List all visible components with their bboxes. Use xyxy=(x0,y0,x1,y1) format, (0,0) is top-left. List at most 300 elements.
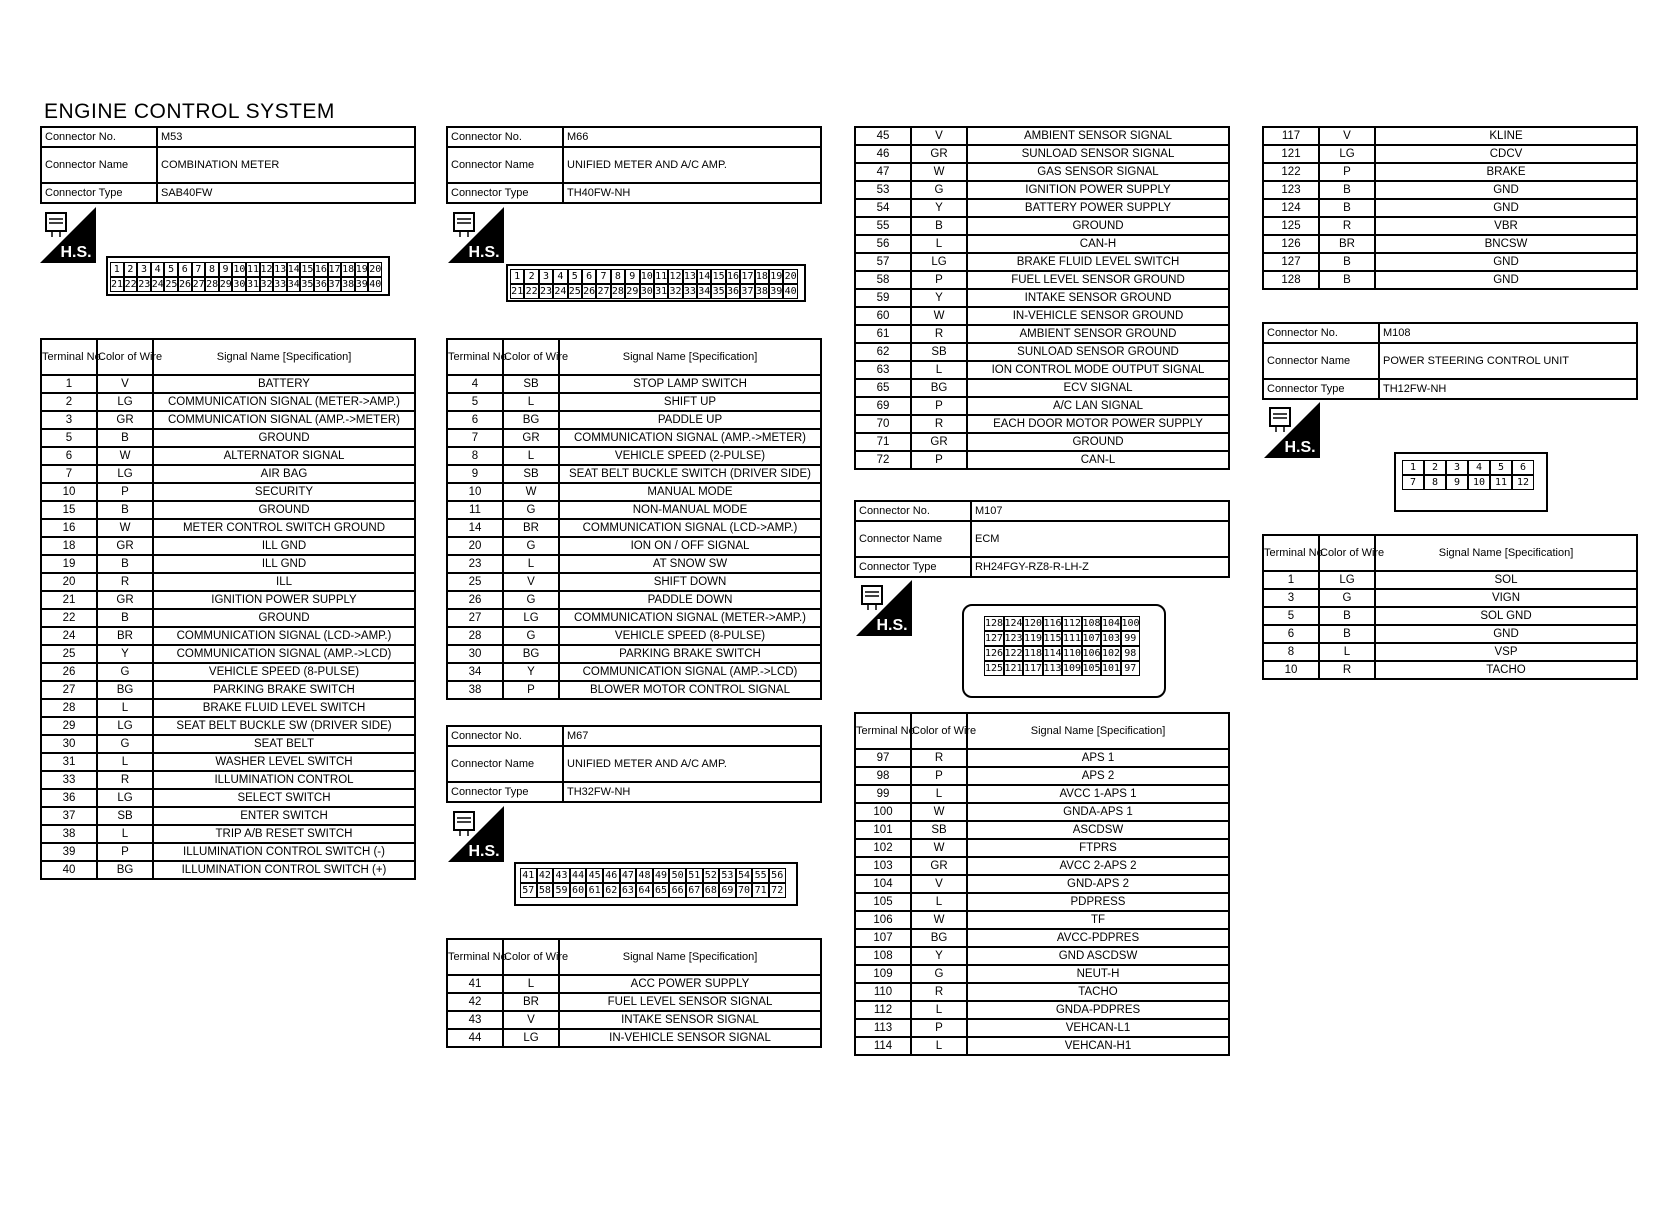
header-signal-name: Signal Name [Specification] xyxy=(967,713,1229,749)
terminal-no-cell: 47 xyxy=(855,163,911,181)
hs-label: H.S. xyxy=(60,244,92,261)
signal-name-cell: PADDLE UP xyxy=(559,411,821,429)
terminal-no-cell: 8 xyxy=(1263,643,1319,661)
signal-name-cell: COMMUNICATION SIGNAL (AMP.->LCD) xyxy=(559,663,821,681)
signal-name-cell: KLINE xyxy=(1375,127,1637,145)
table-row xyxy=(855,217,1229,235)
terminal-no-cell: 31 xyxy=(41,753,97,771)
signal-name-cell: WASHER LEVEL SWITCH xyxy=(153,753,415,771)
wire-color-cell: SB xyxy=(503,465,559,483)
table-row xyxy=(41,825,415,843)
signal-name-cell: GND xyxy=(1375,253,1637,271)
table-row xyxy=(41,609,415,627)
wire-color-cell: LG xyxy=(911,253,967,271)
pin-number: 63 xyxy=(620,883,637,898)
pin-number: 2 xyxy=(124,262,138,277)
terminal-no-cell: 60 xyxy=(855,307,911,325)
terminal-no-cell: 101 xyxy=(855,821,911,839)
wire-color-cell: P xyxy=(1319,163,1375,181)
pin-number: 5 xyxy=(1490,460,1512,475)
pin-number: 16 xyxy=(727,271,740,282)
pin-number: 110 xyxy=(1063,648,1082,659)
signal-name-cell: STOP LAMP SWITCH xyxy=(559,375,821,393)
pin-number: 11 xyxy=(655,271,668,282)
pin-number: 6 xyxy=(178,262,192,277)
header-terminal-no: Terminal No. xyxy=(447,339,503,375)
table-row xyxy=(855,857,1229,875)
wire-color-cell: GR xyxy=(911,433,967,451)
terminal-no-cell: 10 xyxy=(1263,661,1319,679)
wire-color-cell: LG xyxy=(1319,571,1375,589)
pin-number: 116 xyxy=(1043,618,1062,629)
connector-m53-section xyxy=(40,126,416,204)
terminal-table-m108-wrap xyxy=(1262,534,1638,680)
table-row xyxy=(855,145,1229,163)
pin-number: 123 xyxy=(1004,633,1023,644)
pin-number: 119 xyxy=(1024,633,1043,644)
table-row xyxy=(447,993,821,1011)
signal-name-cell: A/C LAN SIGNAL xyxy=(967,397,1229,415)
terminal-no-cell: 38 xyxy=(41,825,97,843)
signal-name-cell: INTAKE SENSOR SIGNAL xyxy=(559,1011,821,1029)
pin-number: 3 xyxy=(137,262,151,277)
terminal-no-cell: 43 xyxy=(447,1011,503,1029)
pin-number: 114 xyxy=(1043,648,1062,659)
terminal-no-cell: 70 xyxy=(855,415,911,433)
pin-number: 115 xyxy=(1043,633,1062,644)
pin-number: 39 xyxy=(355,279,368,290)
table-row xyxy=(855,821,1229,839)
pin-number: 121 xyxy=(1004,663,1023,674)
wire-color-cell: W xyxy=(911,911,967,929)
table-row xyxy=(1263,163,1637,181)
wire-color-cell: BG xyxy=(911,929,967,947)
label-connector-no: Connector No. xyxy=(41,127,157,147)
pin-number: 26 xyxy=(178,279,192,290)
terminal-no-cell: 125 xyxy=(1263,217,1319,235)
pin-number: 118 xyxy=(1024,648,1043,659)
table-row xyxy=(447,537,821,555)
pin-number: 16 xyxy=(314,264,327,275)
terminal-no-cell: 26 xyxy=(41,663,97,681)
pin-number: 128 xyxy=(985,618,1004,629)
pin-number: 7 xyxy=(1402,475,1424,490)
wire-color-cell: V xyxy=(503,573,559,591)
wire-color-cell: G xyxy=(97,663,153,681)
connector-type-value: TH32FW-NH xyxy=(563,782,821,802)
terminal-no-cell: 10 xyxy=(41,483,97,501)
table-row xyxy=(41,699,415,717)
pin-number: 27 xyxy=(597,286,610,297)
connector-type-value: TH12FW-NH xyxy=(1379,379,1637,399)
terminal-no-cell: 6 xyxy=(447,411,503,429)
wire-color-cell: BG xyxy=(503,645,559,663)
table-row xyxy=(41,663,415,681)
wire-color-cell: SB xyxy=(97,807,153,825)
connector-name-value: COMBINATION METER xyxy=(157,147,415,183)
terminal-no-cell: 46 xyxy=(855,145,911,163)
signal-name-cell: GROUND xyxy=(153,501,415,519)
wire-color-cell: B xyxy=(1319,271,1375,289)
terminal-no-cell: 28 xyxy=(447,627,503,645)
terminal-table-m67 xyxy=(446,938,822,1048)
wire-color-cell: Y xyxy=(911,289,967,307)
terminal-no-cell: 100 xyxy=(855,803,911,821)
wire-color-cell: R xyxy=(97,771,153,789)
label-connector-name: Connector Name xyxy=(41,147,157,183)
signal-name-cell: ECV SIGNAL xyxy=(967,379,1229,397)
signal-name-cell: BLOWER MOTOR CONTROL SIGNAL xyxy=(559,681,821,699)
table-row xyxy=(855,1037,1229,1055)
signal-name-cell: SOL GND xyxy=(1375,607,1637,625)
pin-number: 20 xyxy=(369,264,382,275)
wire-color-cell: G xyxy=(97,735,153,753)
wire-color-cell: G xyxy=(503,501,559,519)
pin-number: 122 xyxy=(1004,648,1023,659)
terminal-no-cell: 30 xyxy=(41,735,97,753)
terminal-no-cell: 65 xyxy=(855,379,911,397)
pin-number: 31 xyxy=(655,286,668,297)
connector-face-m53 xyxy=(106,256,390,296)
table-row xyxy=(447,519,821,537)
wire-color-cell: W xyxy=(911,839,967,857)
pin-number: 66 xyxy=(669,883,686,898)
wire-color-cell: Y xyxy=(503,663,559,681)
pin-number: 30 xyxy=(233,279,246,290)
header-signal-name: Signal Name [Specification] xyxy=(153,339,415,375)
connector-info-m108 xyxy=(1262,322,1638,400)
terminal-no-cell: 113 xyxy=(855,1019,911,1037)
pin-number: 34 xyxy=(287,279,300,290)
wire-color-cell: R xyxy=(911,415,967,433)
signal-name-cell: GND xyxy=(1375,625,1637,643)
pin-number: 25 xyxy=(568,286,581,297)
connector-face-m67 xyxy=(514,862,798,906)
wire-color-cell: LG xyxy=(97,789,153,807)
table-row xyxy=(855,947,1229,965)
signal-name-cell: VEHICLE SPEED (2-PULSE) xyxy=(559,447,821,465)
pin-number: 60 xyxy=(570,883,587,898)
signal-name-cell: AIR BAG xyxy=(153,465,415,483)
signal-name-cell: PARKING BRAKE SWITCH xyxy=(153,681,415,699)
terminal-no-cell: 27 xyxy=(41,681,97,699)
table-row xyxy=(447,573,821,591)
table-row xyxy=(447,429,821,447)
signal-name-cell: SUNLOAD SENSOR SIGNAL xyxy=(967,145,1229,163)
signal-name-cell: COMMUNICATION SIGNAL (LCD->AMP.) xyxy=(153,627,415,645)
terminal-table-m107-cont-wrap xyxy=(1262,126,1638,290)
table-row xyxy=(855,1019,1229,1037)
terminal-no-cell: 44 xyxy=(447,1029,503,1047)
wire-color-cell: B xyxy=(911,217,967,235)
signal-name-cell: AMBIENT SENSOR GROUND xyxy=(967,325,1229,343)
terminal-no-cell: 5 xyxy=(1263,607,1319,625)
pin-number: 35 xyxy=(301,279,314,290)
wire-color-cell: BR xyxy=(97,627,153,645)
pin-number: 108 xyxy=(1082,618,1101,629)
terminal-no-cell: 2 xyxy=(41,393,97,411)
signal-name-cell: BRAKE FLUID LEVEL SWITCH xyxy=(967,253,1229,271)
terminal-no-cell: 40 xyxy=(41,861,97,879)
terminal-table-m107-continued xyxy=(1262,126,1638,290)
terminal-no-cell: 128 xyxy=(1263,271,1319,289)
signal-name-cell: IN-VEHICLE SENSOR SIGNAL xyxy=(559,1029,821,1047)
table-row xyxy=(855,289,1229,307)
pin-number: 9 xyxy=(1446,475,1468,490)
pin-grid xyxy=(984,616,1140,676)
pin-number: 99 xyxy=(1121,631,1141,646)
table-row xyxy=(855,181,1229,199)
hs-label: H.S. xyxy=(468,244,500,261)
wire-color-cell: G xyxy=(911,965,967,983)
pin-number: 57 xyxy=(520,883,537,898)
signal-name-cell: GNDA-PDPRES xyxy=(967,1001,1229,1019)
wire-color-cell: L xyxy=(1319,643,1375,661)
pin-number: 5 xyxy=(164,262,178,277)
terminal-no-cell: 58 xyxy=(855,271,911,289)
wire-color-cell: L xyxy=(911,1001,967,1019)
pin-number: 3 xyxy=(539,269,553,284)
table-row xyxy=(41,537,415,555)
connector-name-value: UNIFIED METER AND A/C AMP. xyxy=(563,746,821,782)
terminal-no-cell: 36 xyxy=(41,789,97,807)
wire-color-cell: P xyxy=(911,271,967,289)
signal-name-cell: COMMUNICATION SIGNAL (LCD->AMP.) xyxy=(559,519,821,537)
pin-number: 20 xyxy=(784,271,797,282)
signal-name-cell: ILLUMINATION CONTROL SWITCH (+) xyxy=(153,861,415,879)
wire-color-cell: G xyxy=(911,181,967,199)
table-row xyxy=(447,411,821,429)
terminal-table-m66 xyxy=(446,338,822,700)
pin-number: 47 xyxy=(620,868,637,883)
wire-color-cell: P xyxy=(911,451,967,469)
hs-label: H.S. xyxy=(468,843,500,860)
pin-number: 15 xyxy=(301,264,314,275)
pin-number: 21 xyxy=(111,279,124,290)
terminal-no-cell: 99 xyxy=(855,785,911,803)
wire-color-cell: P xyxy=(911,397,967,415)
terminal-no-cell: 56 xyxy=(855,235,911,253)
pin-number: 113 xyxy=(1043,663,1062,674)
signal-name-cell: ALTERNATOR SIGNAL xyxy=(153,447,415,465)
connector-info-m107 xyxy=(854,500,1230,578)
pin-grid xyxy=(520,868,786,898)
wire-color-cell: B xyxy=(1319,199,1375,217)
table-row xyxy=(447,393,821,411)
table-row xyxy=(41,753,415,771)
table-row xyxy=(41,447,415,465)
table-row xyxy=(1263,217,1637,235)
pin-number: 43 xyxy=(553,868,570,883)
table-row xyxy=(41,735,415,753)
page-title: ENGINE CONTROL SYSTEM xyxy=(44,100,335,123)
wire-color-cell: L xyxy=(911,1037,967,1055)
table-row xyxy=(855,929,1229,947)
signal-name-cell: GROUND xyxy=(153,609,415,627)
signal-name-cell: COMMUNICATION SIGNAL (METER->AMP.) xyxy=(559,609,821,627)
terminal-table-m67-wrap xyxy=(446,938,822,1048)
hs-harness-side-icon xyxy=(856,580,912,636)
table-row xyxy=(855,965,1229,983)
pin-number: 40 xyxy=(784,286,797,297)
terminal-no-cell: 69 xyxy=(855,397,911,415)
pin-number: 98 xyxy=(1121,646,1141,661)
header-signal-name: Signal Name [Specification] xyxy=(559,339,821,375)
label-connector-type: Connector Type xyxy=(41,183,157,203)
wire-color-cell: R xyxy=(911,749,967,767)
connector-face-m66 xyxy=(506,264,806,302)
terminal-no-cell: 25 xyxy=(41,645,97,663)
table-row xyxy=(447,627,821,645)
wire-color-cell: R xyxy=(97,573,153,591)
table-row xyxy=(447,645,821,663)
terminal-no-cell: 7 xyxy=(41,465,97,483)
signal-name-cell: AVCC 1-APS 1 xyxy=(967,785,1229,803)
pin-number: 104 xyxy=(1102,618,1121,629)
pin-number: 18 xyxy=(755,271,768,282)
terminal-no-cell: 61 xyxy=(855,325,911,343)
signal-name-cell: GAS SENSOR SIGNAL xyxy=(967,163,1229,181)
signal-name-cell: SELECT SWITCH xyxy=(153,789,415,807)
terminal-no-cell: 127 xyxy=(1263,253,1319,271)
signal-name-cell: BRAKE FLUID LEVEL SWITCH xyxy=(153,699,415,717)
header-color-of-wire: Color of Wire xyxy=(1319,535,1375,571)
wire-color-cell: V xyxy=(503,1011,559,1029)
wire-color-cell: SB xyxy=(911,343,967,361)
pin-number: 58 xyxy=(537,883,554,898)
hs-harness-side-icon xyxy=(448,806,504,862)
pin-number: 39 xyxy=(770,286,783,297)
wire-color-cell: GR xyxy=(911,857,967,875)
signal-name-cell: FTPRS xyxy=(967,839,1229,857)
terminal-no-cell: 97 xyxy=(855,749,911,767)
signal-name-cell: SHIFT UP xyxy=(559,393,821,411)
wire-color-cell: BR xyxy=(503,519,559,537)
terminal-no-cell: 62 xyxy=(855,343,911,361)
wire-color-cell: P xyxy=(911,1019,967,1037)
pin-number: 34 xyxy=(698,286,711,297)
table-row xyxy=(855,433,1229,451)
signal-name-cell: COMMUNICATION SIGNAL (AMP.->METER) xyxy=(559,429,821,447)
signal-name-cell: AT SNOW SW xyxy=(559,555,821,573)
terminal-no-cell: 108 xyxy=(855,947,911,965)
pin-number: 10 xyxy=(1468,475,1490,490)
pin-number: 35 xyxy=(712,286,725,297)
connector-m67-section xyxy=(446,725,822,803)
wire-color-cell: BG xyxy=(97,681,153,699)
pin-number: 106 xyxy=(1082,648,1101,659)
table-row xyxy=(447,681,821,699)
wire-color-cell: SB xyxy=(503,375,559,393)
pin-number: 2 xyxy=(524,269,538,284)
pin-number: 33 xyxy=(274,279,287,290)
table-row xyxy=(1263,271,1637,289)
terminal-no-cell: 5 xyxy=(41,429,97,447)
table-row xyxy=(41,627,415,645)
wire-color-cell: B xyxy=(97,609,153,627)
signal-name-cell: VEHCAN-L1 xyxy=(967,1019,1229,1037)
pin-number: 9 xyxy=(219,262,233,277)
wire-color-cell: LG xyxy=(1319,145,1375,163)
table-row xyxy=(41,429,415,447)
signal-name-cell: METER CONTROL SWITCH GROUND xyxy=(153,519,415,537)
signal-name-cell: AMBIENT SENSOR SIGNAL xyxy=(967,127,1229,145)
pin-number: 18 xyxy=(342,264,355,275)
wire-color-cell: R xyxy=(1319,217,1375,235)
terminal-no-cell: 114 xyxy=(855,1037,911,1055)
wire-color-cell: L xyxy=(503,975,559,993)
pin-number: 41 xyxy=(520,868,537,883)
header-terminal-no: Terminal No. xyxy=(1263,535,1319,571)
wire-color-cell: BR xyxy=(503,993,559,1011)
terminal-no-cell: 38 xyxy=(447,681,503,699)
terminal-no-cell: 5 xyxy=(447,393,503,411)
terminal-no-cell: 7 xyxy=(447,429,503,447)
table-row xyxy=(447,1011,821,1029)
pin-number: 59 xyxy=(553,883,570,898)
pin-number: 37 xyxy=(741,286,754,297)
signal-name-cell: ILLUMINATION CONTROL SWITCH (-) xyxy=(153,843,415,861)
signal-name-cell: VEHCAN-H1 xyxy=(967,1037,1229,1055)
connector-info-m66 xyxy=(446,126,822,204)
table-row xyxy=(41,771,415,789)
wire-color-cell: Y xyxy=(911,947,967,965)
pin-number: 68 xyxy=(703,883,720,898)
signal-name-cell: GROUND xyxy=(967,217,1229,235)
terminal-no-cell: 15 xyxy=(41,501,97,519)
pin-number: 26 xyxy=(583,286,596,297)
hs-label: H.S. xyxy=(876,617,908,634)
signal-name-cell: SECURITY xyxy=(153,483,415,501)
table-row xyxy=(1263,571,1637,589)
terminal-no-cell: 106 xyxy=(855,911,911,929)
terminal-table-m107-wrap xyxy=(854,712,1230,1056)
signal-name-cell: SHIFT DOWN xyxy=(559,573,821,591)
table-row xyxy=(855,875,1229,893)
pin-number: 13 xyxy=(274,264,287,275)
table-row xyxy=(41,483,415,501)
table-row xyxy=(855,361,1229,379)
terminal-no-cell: 1 xyxy=(41,375,97,393)
pin-number: 32 xyxy=(260,279,273,290)
signal-name-cell: SEAT BELT BUCKLE SW (DRIVER SIDE) xyxy=(153,717,415,735)
table-row xyxy=(855,983,1229,1001)
connector-face-m108 xyxy=(1394,452,1548,512)
terminal-no-cell: 45 xyxy=(855,127,911,145)
table-row xyxy=(855,379,1229,397)
signal-name-cell: GROUND xyxy=(967,433,1229,451)
label-connector-name: Connector Name xyxy=(447,147,563,183)
terminal-no-cell: 72 xyxy=(855,451,911,469)
terminal-table-m53-wrap xyxy=(40,338,416,880)
signal-name-cell: ILL GND xyxy=(153,537,415,555)
pin-number: 109 xyxy=(1063,663,1082,674)
connector-m107-section xyxy=(854,500,1230,578)
connector-type-value: TH40FW-NH xyxy=(563,183,821,203)
terminal-no-cell: 6 xyxy=(41,447,97,465)
table-row xyxy=(855,127,1229,145)
pin-number: 25 xyxy=(165,279,178,290)
table-row xyxy=(855,235,1229,253)
signal-name-cell: AVCC 2-APS 2 xyxy=(967,857,1229,875)
table-row xyxy=(855,767,1229,785)
terminal-no-cell: 27 xyxy=(447,609,503,627)
wire-color-cell: P xyxy=(503,681,559,699)
terminal-no-cell: 16 xyxy=(41,519,97,537)
pin-number: 62 xyxy=(603,883,620,898)
pin-number: 2 xyxy=(1424,460,1446,475)
pin-number: 72 xyxy=(769,883,786,898)
